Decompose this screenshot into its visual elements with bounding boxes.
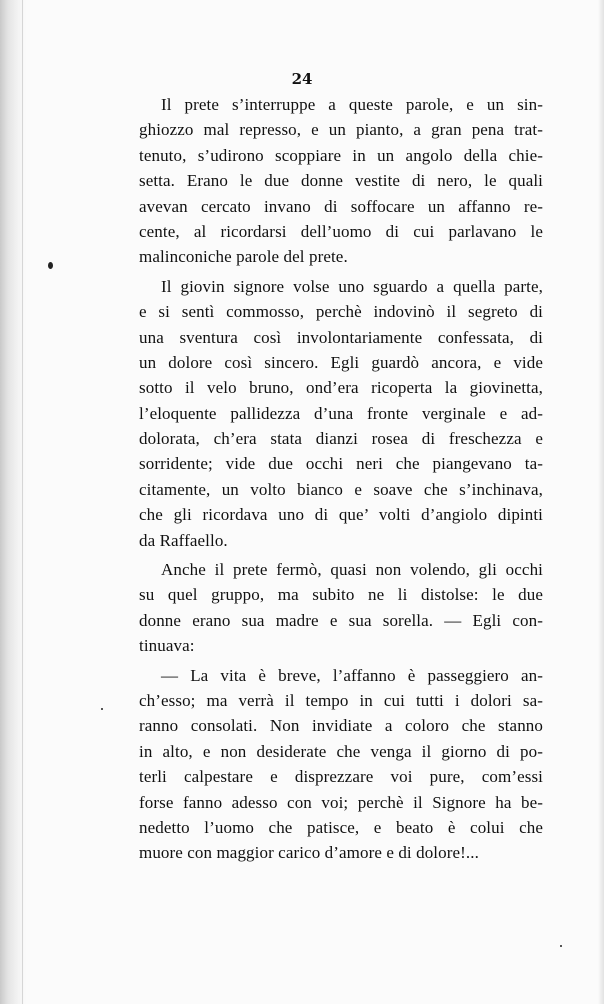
- page-number: 24: [291, 70, 313, 88]
- text-line: forse fanno adesso con voi; perchè il Signore ha be-: [139, 792, 543, 812]
- text-line: donne erano sua madre e sua sorella. — Egli con-: [139, 610, 543, 630]
- page-text: [139, 92, 543, 866]
- paragraph: [139, 663, 543, 866]
- text-line: in alto, e non desiderate che venga il giorno di po-: [139, 741, 543, 761]
- text-line: citamente, un volto bianco e soave che s’inchinava,: [139, 479, 543, 499]
- text-line: tinuava:: [139, 636, 195, 656]
- ink-speck: [560, 945, 562, 947]
- text-line: l’eloquente pallidezza d’una fronte verginale e ad-: [139, 403, 543, 423]
- text-line: cente, al ricordarsi dell’uomo di cui parlavano le: [139, 221, 543, 241]
- text-line: muore con maggior carico d’amore e di dolore!...: [139, 843, 479, 863]
- text-line: tenuto, s’udirono scoppiare in un angolo della chie-: [139, 145, 543, 165]
- text-line: da Raffaello.: [139, 530, 228, 550]
- text-line: che gli ricordava uno di que’ volti d’angiolo dipinti: [139, 505, 543, 525]
- text-line: Anche il prete fermò, quasi non volendo, gli occhi: [161, 560, 543, 580]
- text-line: sotto il velo bruno, ond’era ricoperta la giovinetta,: [139, 378, 543, 398]
- text-line: dolorata, ch’era stata dianzi rosea di freschezza e: [139, 429, 543, 449]
- ink-speck: [48, 262, 53, 269]
- paragraph: [139, 274, 543, 553]
- text-line: Il giovin signore volse uno sguardo a quella parte,: [161, 276, 543, 296]
- text-line: malinconiche parole del prete.: [139, 247, 348, 267]
- page-right-edge: [598, 0, 604, 1004]
- text-line: avevan cercato invano di soffocare un affanno re-: [139, 196, 543, 216]
- text-line: nedetto l’uomo che patisce, e beato è colui che: [139, 817, 543, 837]
- page-fold-line: [22, 0, 23, 1004]
- text-line: ranno consolati. Non invidiate a coloro che stanno: [139, 716, 543, 736]
- text-line: setta. Erano le due donne vestite di nero, le quali: [139, 171, 543, 191]
- text-line: su quel gruppo, ma subito ne li distolse: le due: [139, 585, 543, 605]
- ink-speck: [101, 708, 103, 710]
- text-line: Il prete s’interruppe a queste parole, e un sin-: [161, 95, 543, 114]
- paragraph: [139, 557, 543, 659]
- text-line: — La vita è breve, l’affanno è passeggiero an-: [161, 665, 543, 685]
- text-line: sorridente; vide due occhi neri che piangevano ta-: [139, 454, 543, 474]
- text-line: un dolore così sincero. Egli guardò ancora, e vide: [139, 352, 543, 372]
- text-line: una sventura così involontariamente confessata, di: [139, 327, 543, 347]
- text-line: ghiozzo mal represso, e un pianto, a gran pena trat-: [139, 120, 543, 140]
- text-line: terli calpestare e disprezzare voi pure, com’essi: [139, 767, 543, 787]
- text-line: e si sentì commosso, perchè indovinò il segreto di: [139, 302, 543, 322]
- text-line: ch’esso; ma verrà il tempo in cui tutti i dolori sa-: [139, 690, 543, 710]
- paragraph: [139, 92, 543, 270]
